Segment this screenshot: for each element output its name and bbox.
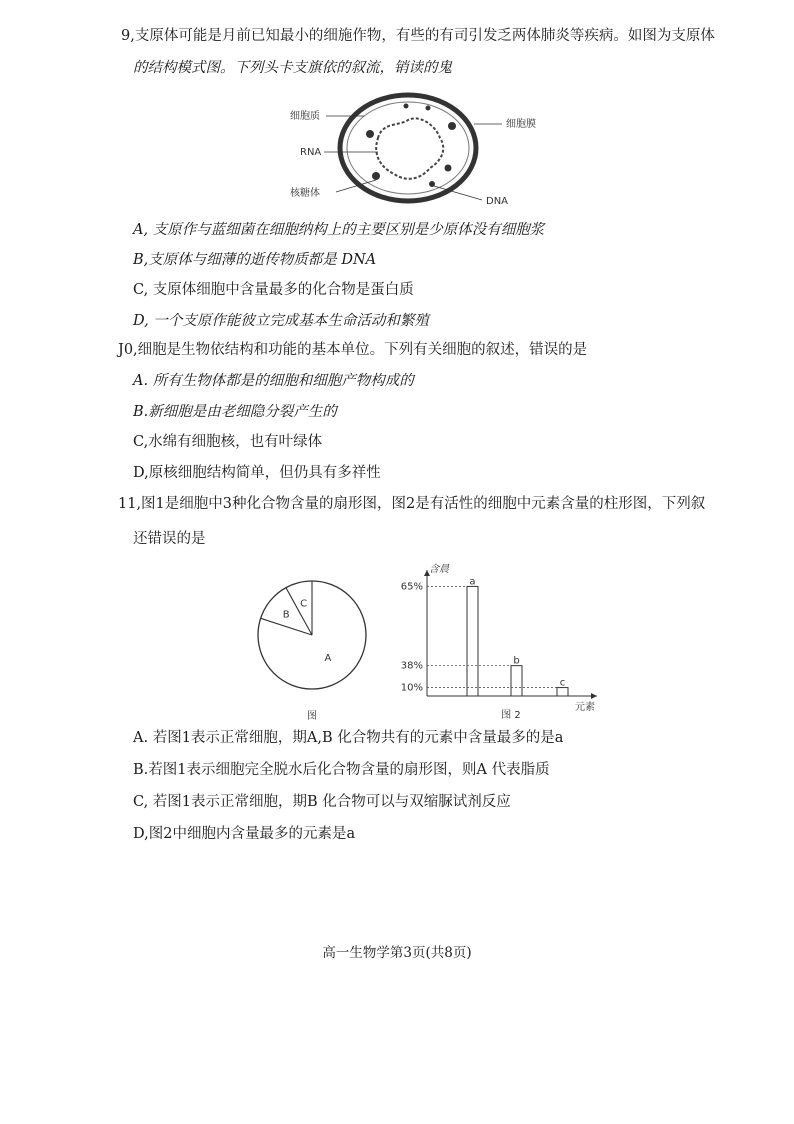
q10-option-c: C,水绵有细胞核，也有叶绿体 [133, 434, 323, 450]
q9-option-d: D, 一个支原作能彼立完成基本生命活动和繁殖 [133, 313, 429, 329]
q9-stem-line1: 9,支原体可能是月前已知最小的细施作物，有些的有司引发乏两体肺炎等疾病。如图为支原体 [121, 28, 715, 44]
pie-slice-label-b: B [282, 609, 290, 621]
q10-stem: J0,细胞是生物依结构和功能的基本单位。下列有关细胞的叙述，错误的是 [118, 342, 588, 358]
q9-option-a: A, 支原作与蓝细菌在细胞纳构上的主要区别是少原体没有细胞浆 [133, 222, 545, 238]
bar-label-b: b [513, 655, 520, 667]
q10-option-a: A. 所有生物体都是的细胞和细胞产物构成的 [133, 373, 414, 389]
y-tick-0: 65% [400, 581, 423, 593]
mycoplasma-structure-figure [290, 90, 550, 210]
q11-stem-line1: 11,图1是细胞中3种化合物含量的扇形图，图2是有活性的细胞中元素含量的柱形图，下列叙 [118, 496, 706, 512]
q9-stem-line2: 的结构模式图。下列头卡支旗依的叙流，销读的鬼 [133, 60, 452, 76]
y-tick-1: 38% [400, 660, 423, 672]
bar-label-a: a [469, 576, 476, 588]
label-dna: DNA [486, 196, 509, 207]
y-tick-2: 10% [400, 682, 423, 694]
pie-slice-label-c: C [300, 598, 308, 610]
bar-b [511, 666, 522, 696]
label-ribosome: 核糖体 [290, 188, 320, 199]
fig1-caption: 图 [307, 711, 317, 722]
pie-slice-label-a: A [324, 652, 332, 664]
q11-option-c: C, 若图1表示正常细胞，期B 化合物可以与双缩脲试剂反应 [133, 794, 511, 810]
q9-option-b: B,支原体与细薄的逝传物质都是 DNA [133, 252, 377, 268]
bar-chart-figure-2 [395, 558, 610, 728]
bar-c [557, 688, 568, 696]
fig2-caption: 图 2 [501, 710, 521, 721]
q10-option-b: B.新细胞是由老细隐分裂产生的 [133, 404, 337, 420]
q11-stem-line2: 还错误的是 [133, 531, 206, 547]
q9-option-c: C, 支原体细胞中含量最多的化合物是蛋白质 [133, 282, 414, 298]
q10-option-d: D,原核细胞结构简单，但仍具有多祥性 [133, 465, 381, 481]
y-axis-label: 含晨 [429, 564, 449, 575]
q11-option-a: A. 若图1表示正常细胞，期A,B 化合物共有的元素中含量最多的是a [133, 730, 564, 746]
bar-a [467, 586, 478, 696]
label-membrane: 细胞膜 [506, 119, 536, 130]
page-footer: 高一生物学第3页(共8页) [322, 945, 472, 961]
pie-chart-figure-1 [252, 565, 372, 725]
q11-option-b: B.若图1表示细胞完全脱水后化合物含量的扇形图，则A 代表脂质 [133, 762, 550, 778]
label-rna: RNA [300, 147, 322, 158]
q11-option-d: D,图2中细胞内含量最多的元素是a [133, 826, 356, 842]
x-axis-arrow [591, 693, 597, 699]
bar-label-c: c [559, 677, 566, 689]
label-cytoplasm: 细胞质 [290, 111, 320, 122]
x-axis-label: 元素 [575, 702, 595, 713]
